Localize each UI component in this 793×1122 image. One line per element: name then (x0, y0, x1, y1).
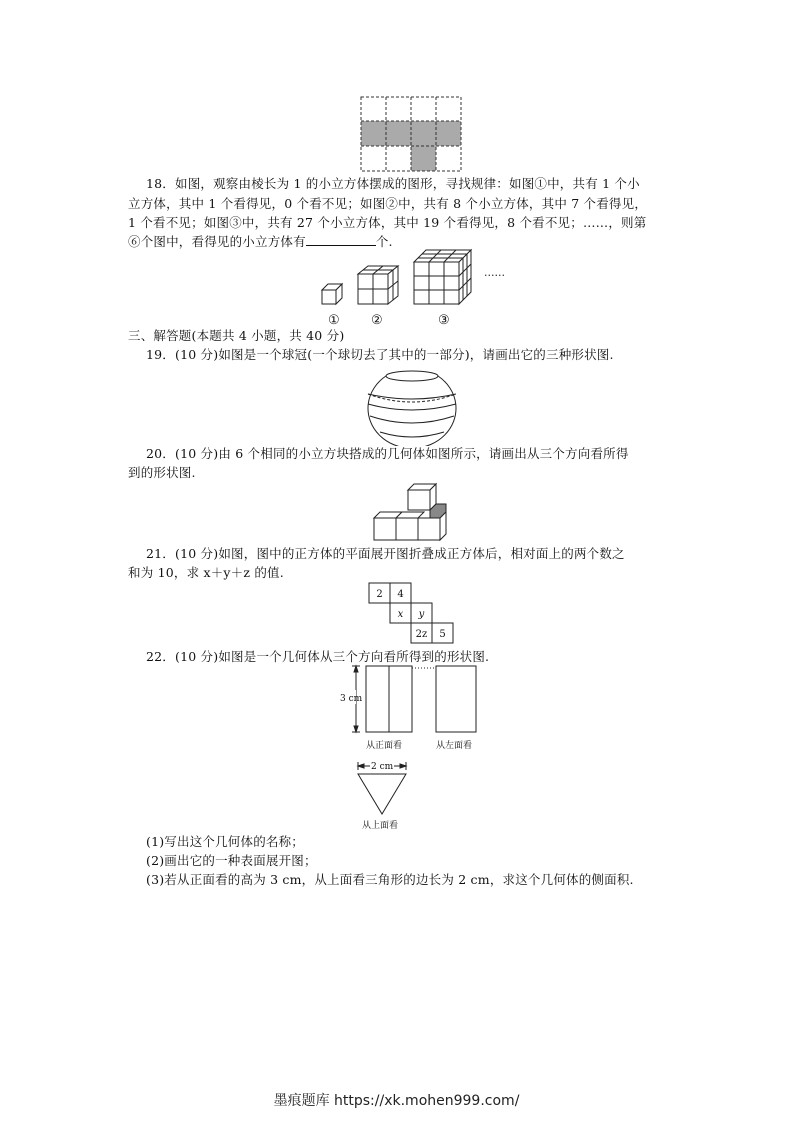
q18-line-3: 1 个看不见；如图③中，共有 27 个小立方体，其中 19 个看得见，8 个看不见；……，则第 (128, 215, 647, 230)
cube-net-figure (368, 582, 458, 646)
footer-source: 墨痕题库 https://xk.mohen999.com/ (273, 1093, 520, 1109)
section-3-heading: 三、解答题(本题共 4 小题，共 40 分) (128, 328, 345, 343)
left-view-label: 从左面看 (436, 741, 473, 751)
q22-sub-1: (1)写出这个几何体的名称； (146, 834, 305, 849)
q20-line-2: 到的形状图. (128, 465, 196, 480)
net-cell-b: 4 (397, 589, 404, 600)
cube-1 (322, 284, 342, 304)
q20-line-1: 20．(10 分)由 6 个相同的小立方块搭成的几何体如图所示，请画出从三个方向看所得 (146, 446, 629, 461)
q19-line-1: 19．(10 分)如图是一个球冠(一个球切去了其中的一部分)，请画出它的三种形状图. (146, 347, 614, 362)
cubes-dots: ...... (484, 266, 505, 279)
net-cell-2z: 2z (415, 629, 428, 640)
q18-line-1: 18．如图，观察由棱长为 1 的小立方体摆成的图形，寻找规律：如图①中，共有 1 个小 (146, 176, 640, 191)
sphere-cap-figure (366, 364, 458, 446)
q22-sub-3: (3)若从正面看的高为 3 cm，从上面看三角形的边长为 2 cm，求这个几何体的侧面积. (146, 872, 634, 887)
net-cell-y: y (418, 609, 425, 620)
top-view-label: 从上面看 (362, 821, 399, 831)
cube-label-3: ③ (438, 313, 450, 328)
cube-2 (358, 266, 398, 304)
cube-label-2: ② (371, 313, 383, 328)
q18-line-2: 立方体，其中 1 个看得见，0 个看不见；如图②中，共有 8 个小立方体，其中 7 个看得见， (128, 196, 648, 211)
q21-line-1: 21．(10 分)如图，图中的正方体的平面展开图折叠成正方体后，相对面上的两个数之 (146, 546, 625, 561)
net-cell-a: 2 (376, 589, 383, 600)
grid-figure (360, 96, 462, 172)
q18-line-4-end: 个. (375, 234, 393, 249)
width-label: 2 cm (371, 762, 394, 772)
net-cell-5: 5 (439, 629, 446, 640)
three-views-figure (336, 662, 486, 832)
cubes-figure (316, 246, 516, 330)
cube-label-1: ① (328, 313, 340, 328)
q21-line-2: 和为 10，求 x＋y＋z 的值. (128, 565, 284, 580)
q22-sub-2: (2)画出它的一种表面展开图； (146, 853, 317, 868)
q18-line-4-text: ⑥个图中，看得见的小立方体有 (128, 234, 306, 249)
height-label: 3 cm (340, 694, 363, 704)
answer-blank[interactable] (306, 234, 376, 246)
front-view-label: 从正面看 (366, 741, 403, 751)
q22-line-1: 22．(10 分)如图是一个几何体从三个方向看所得到的形状图. (146, 649, 490, 664)
net-cell-x: x (397, 609, 404, 620)
cube-3 (414, 250, 471, 304)
six-cubes-figure (372, 480, 456, 542)
